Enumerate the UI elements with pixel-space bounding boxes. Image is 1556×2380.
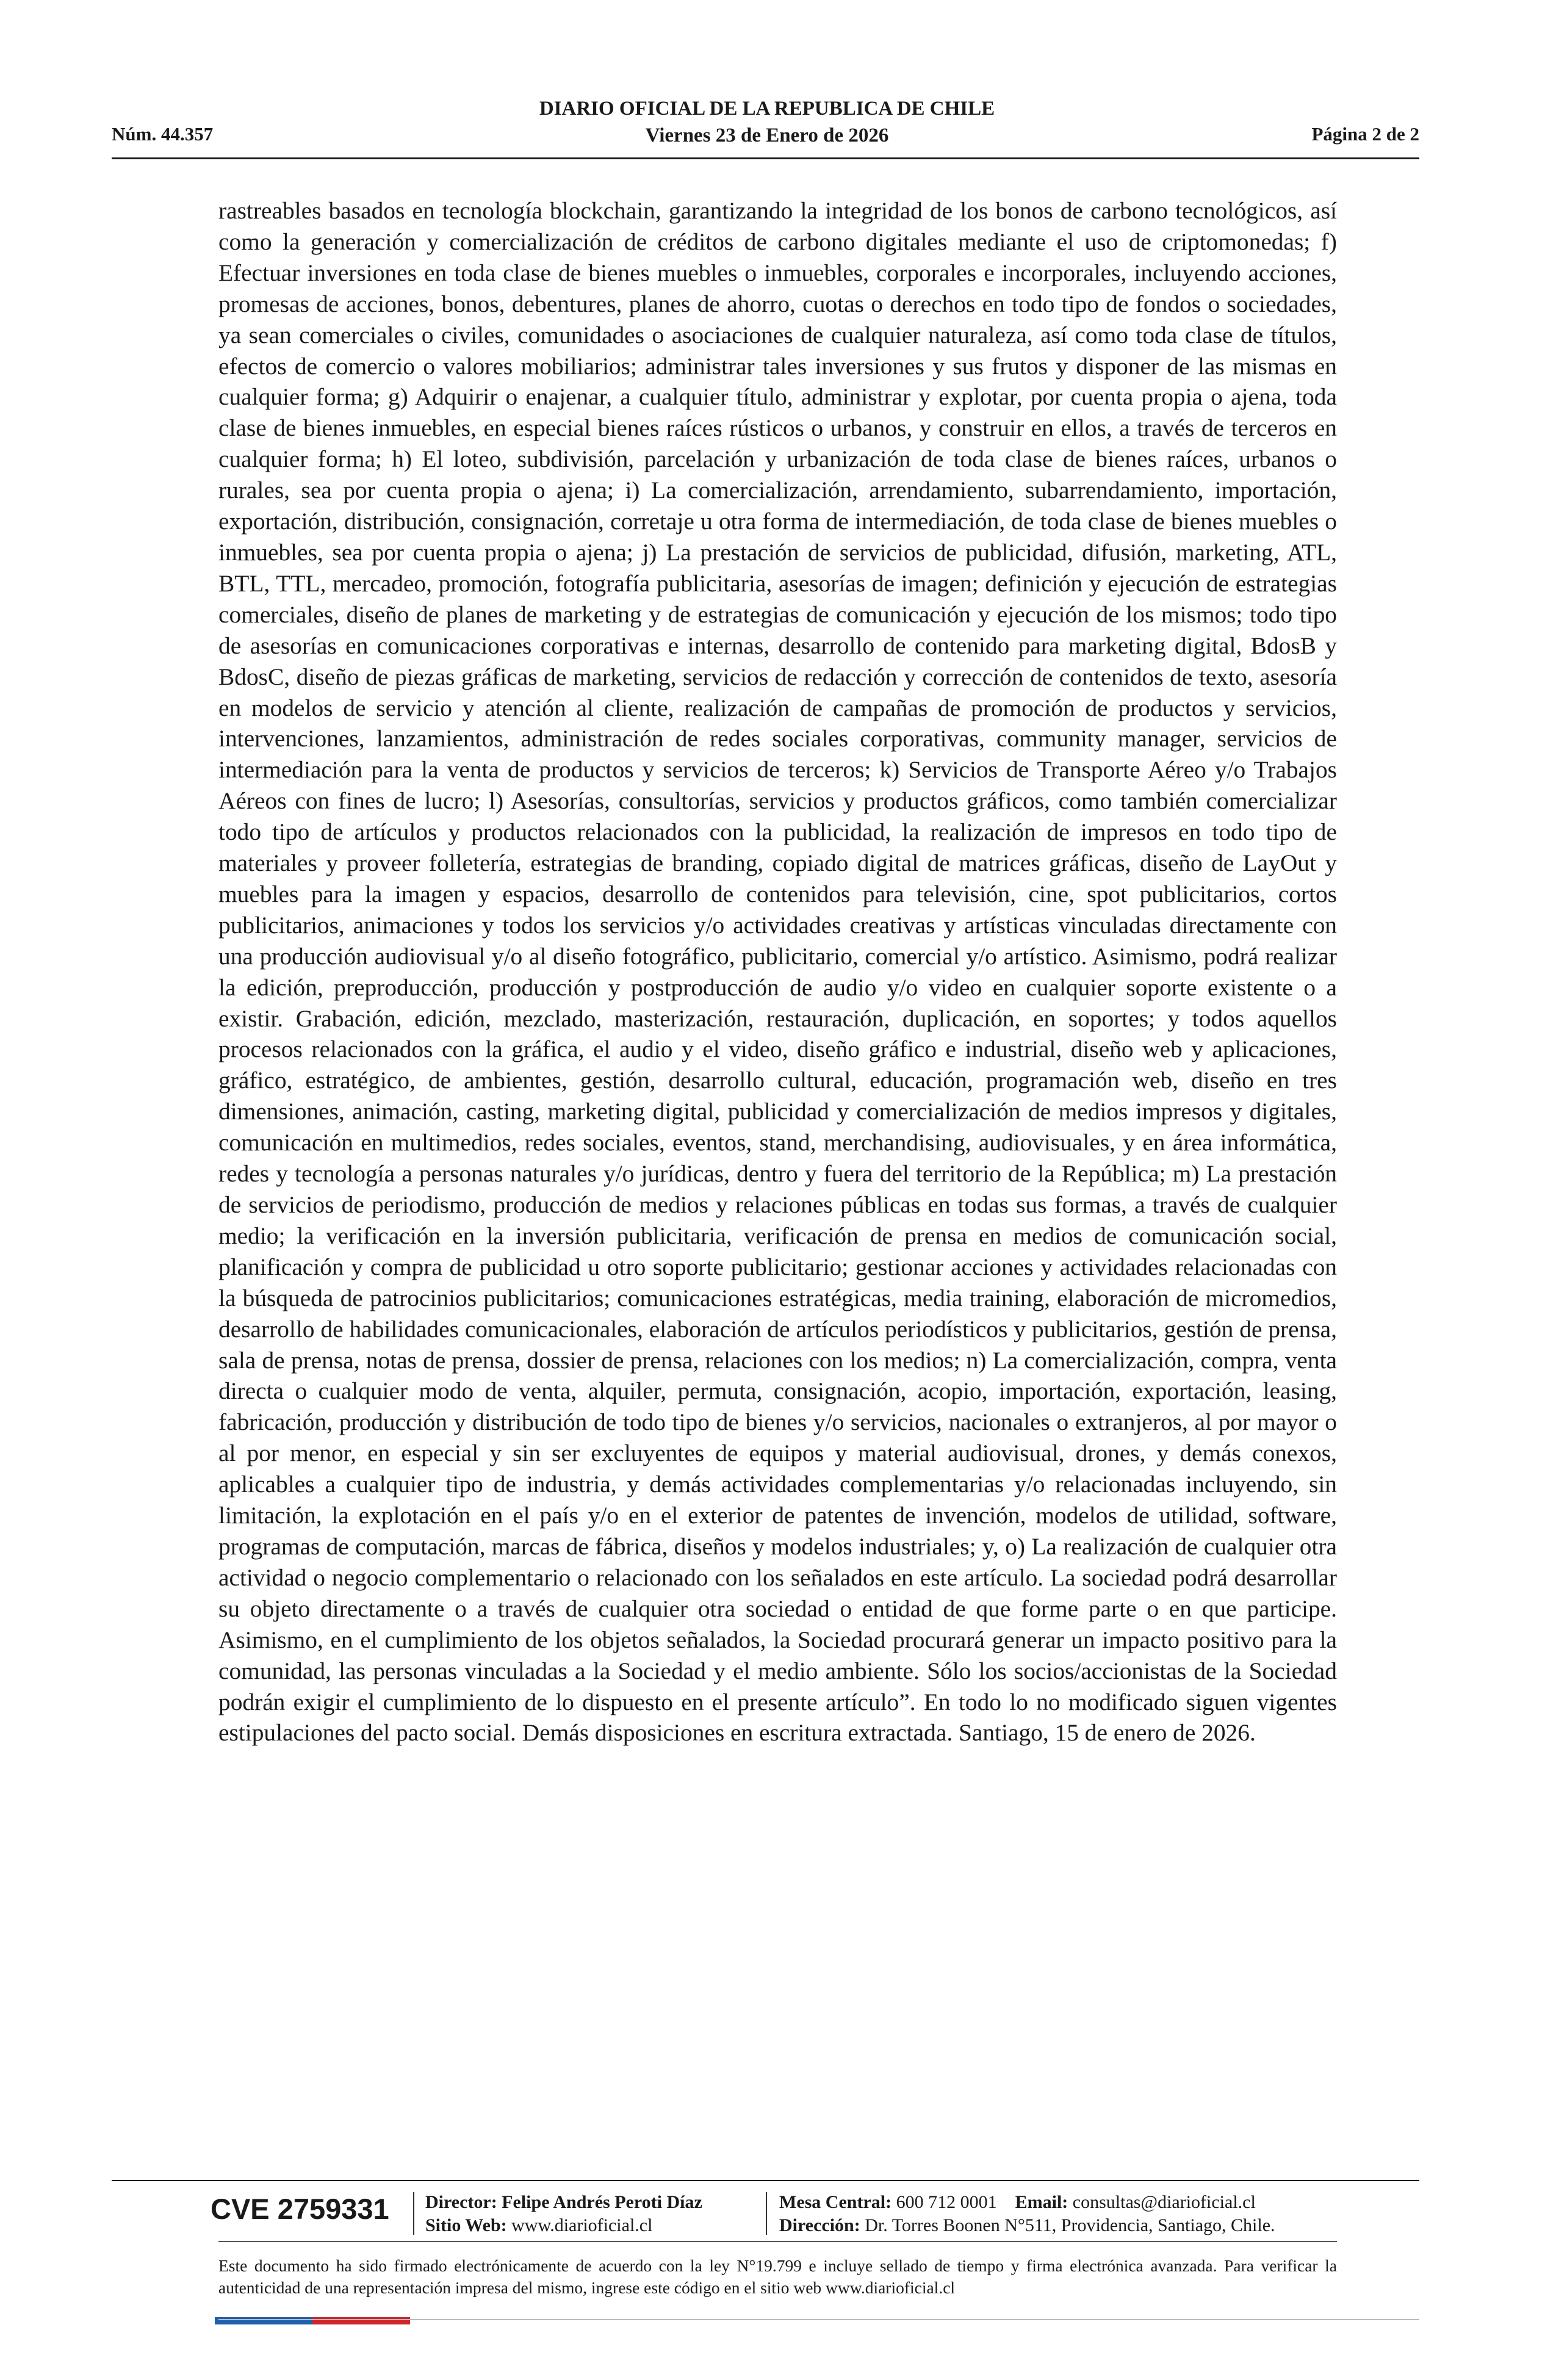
page-number: Página 2 de 2 [1311, 123, 1419, 145]
address-label: Dirección: [779, 2215, 860, 2235]
publication-header [0, 95, 1534, 149]
footer-separator [766, 2192, 767, 2235]
footer-director-info [425, 2191, 702, 2237]
bottom-divider [218, 2319, 1419, 2320]
header-divider [112, 157, 1419, 159]
phone-number: 600 712 0001 [896, 2192, 997, 2212]
address: Dr. Torres Boonen N°511, Providencia, Santiago, Chile. [865, 2215, 1275, 2235]
email-link[interactable]: consultas@diarioficial.cl [1072, 2192, 1256, 2212]
director-name: Felipe Andrés Peroti Díaz [502, 2192, 702, 2212]
footer-separator [413, 2192, 414, 2235]
cve-code: CVE 2759331 [211, 2193, 389, 2225]
footer-contact-info [779, 2191, 1275, 2237]
brand-color-bar [215, 2317, 410, 2324]
website-link[interactable]: www.diarioficial.cl [511, 2215, 653, 2235]
publication-title: DIARIO OFICIAL DE LA REPUBLICA DE CHILE [539, 98, 995, 120]
director-label: Director: [425, 2192, 497, 2212]
issue-number: Núm. 44.357 [112, 123, 214, 145]
phone-label: Mesa Central: [779, 2192, 892, 2212]
brand-bar-blue [215, 2317, 312, 2324]
publication-date: Viernes 23 de Enero de 2026 [645, 124, 889, 146]
legal-divider [218, 2241, 1337, 2242]
document-body: rastreables basados en tecnología blockchain, garantizando la integridad de los bonos de carbono tecnológicos, así como la generación y comercialización de créditos de carbono digitales mediante el uso de criptomonedas; f) Efectuar inversiones en toda clase de bienes muebles o inmuebles, corporales e incorporales, incluyendo acciones, promesas de acciones, bonos, debentures, planes de ahorro, cuotas o derechos en todo tipo de fondos o sociedades, ya sean comerciales o civiles, comunidades o asociaciones de cualquier naturaleza, así como toda clase de títulos, efectos de comercio o valores mobiliarios; administrar tales inversiones y sus frutos y disponer de las mismas en cualquier forma; g) Adquirir o enajenar, a cualquier título, administrar y explotar, por cuenta propia o ajena, toda clase de bienes inmuebles, en especial bienes raíces rústicos o urbanos, y construir en ellos, a través de terceros en cualquier forma; h) El loteo, subdivisión, parcelación y urbanización de toda clase de bienes raíces, urbanos o rurales, sea por cuenta propia o ajena; i) La comercialización, arrendamiento, subarrendamiento, importación, exportación, distribución, consignación, corretaje u otra forma de intermediación, de toda clase de bienes muebles o inmuebles, sea por cuenta propia o ajena; j) La prestación de servicios de publicidad, difusión, marketing, ATL, BTL, TTL, mercadeo, promoción, fotografía publicitaria, asesorías de imagen; definición y ejecución de estrategias comerciales, diseño de planes de marketing y de estrategias de comunicación y ejecución de los mismos; todo tipo de asesorías en comunicaciones corporativas e internas, desarrollo de contenido para marketing digital, BdosB y BdosC, diseño de piezas gráficas de marketing, servicios de redacción y corrección de contenidos de texto, asesoría en modelos de servicio y atención al cliente, realización de campañas de promoción de productos y servicios, intervenciones, lanzamientos, administración de redes sociales corporativas, community manager, servicios de intermediación para la venta de productos y servicios de terceros; k) Servicios de Transporte Aéreo y/o Trabajos Aéreos con fines de lucro; l) Asesorías, consultorías, servicios y productos gráficos, como también comercializar todo tipo de artículos y productos relacionados con la publicidad, la realización de impresos en todo tipo de materiales y proveer folletería, estrategias de branding, copiado digital de matrices gráficas, diseño de LayOut y muebles para la imagen y espacios, desarrollo de contenidos para televisión, cine, spot publicitarios, cortos publicitarios, animaciones y todos los servicios y/o actividades creativas y artísticas vinculadas directamente con una producción audiovisual y/o al diseño fotográfico, publicitario, comercial y/o artístico. Asimismo, podrá realizar la edición, preproducción, producción y postproducción de audio y/o video en cualquier soporte existente o a existir. Grabación, edición, mezclado, masterización, restauración, duplicación, en soportes; y todos aquellos procesos relacionados con la gráfica, el audio y el video, diseño gráfico e industrial, diseño web y aplicaciones, gráfico, estratégico, de ambientes, gestión, desarrollo cultural, educación, programación web, diseño en tres dimensiones, animación, casting, marketing digital, publicidad y comercialización de medios impresos y digitales, comunicación en multimedios, redes sociales, eventos, stand, merchandising, audiovisuales, y en área informática, redes y tecnología a personas naturales y/o jurídicas, dentro y fuera del territorio de la República; m) La prestación de servicios de periodismo, producción de medios y relaciones públicas en todas sus formas, a través de cualquier medio; la verificación en la inversión publicitaria, verificación de prensa en medios de comunicación social, planificación y compra de publicidad u otro soporte publicitario; gestionar acciones y actividades relacionadas con la búsqueda de patrocinios publicitarios; comunicaciones estratégicas, media training, elaboración de micromedios, desarrollo de habilidades comunicacionales, elaboración de artículos periodísticos y publicitarios, gestión de prensa, sala de prensa, notas de prensa, dossier de prensa, relaciones con los medios; n) La comercialización, compra, venta directa o cualquier modo de venta, alquiler, permuta, consignación, acopio, importación, exportación, leasing, fabricación, producción y distribución de todo tipo de bienes y/o servicios, nacionales o extranjeros, al por mayor o al por menor, en especial y sin ser excluyentes de equipos y material audiovisual, drones, y demás conexos, aplicables a cualquier tipo de industria, y demás actividades complementarias y/o relacionadas incluyendo, sin limitación, la explotación en el país y/o en el exterior de patentes de invención, modelos de utilidad, software, programas de computación, marcas de fábrica, diseños y modelos industriales; y, o) La realización de cualquier otra actividad o negocio complementario o relacionado con los señalados en este artículo. La sociedad podrá desarrollar su objeto directamente o a través de cualquier otra sociedad o entidad de que forme parte o en que participe. Asimismo, en el cumplimiento de los objetos señalados, la Sociedad procurará generar un impacto positivo para la comunidad, las personas vinculadas a la Sociedad y el medio ambiente. Sólo los socios/accionistas de la Sociedad podrán exigir el cumplimiento de lo dispuesto en el presente artículo”. En todo lo no modificado siguen vigentes estipulaciones del pacto social. Demás disposiciones en escritura extractada. Santiago, 15 de enero de 2026. [218, 197, 1337, 1747]
website-label: Sitio Web: [425, 2215, 507, 2235]
email-label: Email: [1015, 2192, 1068, 2212]
legal-notice: Este documento ha sido firmado electrónicamente de acuerdo con la ley N°19.799 e incluye sellado de tiempo y firma electrónica avanzada. Para verificar la autenticidad de una representación impresa del mismo, ingrese este código en el sitio web www.diarioficial.cl [218, 2256, 1337, 2297]
brand-bar-red [312, 2317, 410, 2324]
footer-divider [112, 2180, 1419, 2181]
